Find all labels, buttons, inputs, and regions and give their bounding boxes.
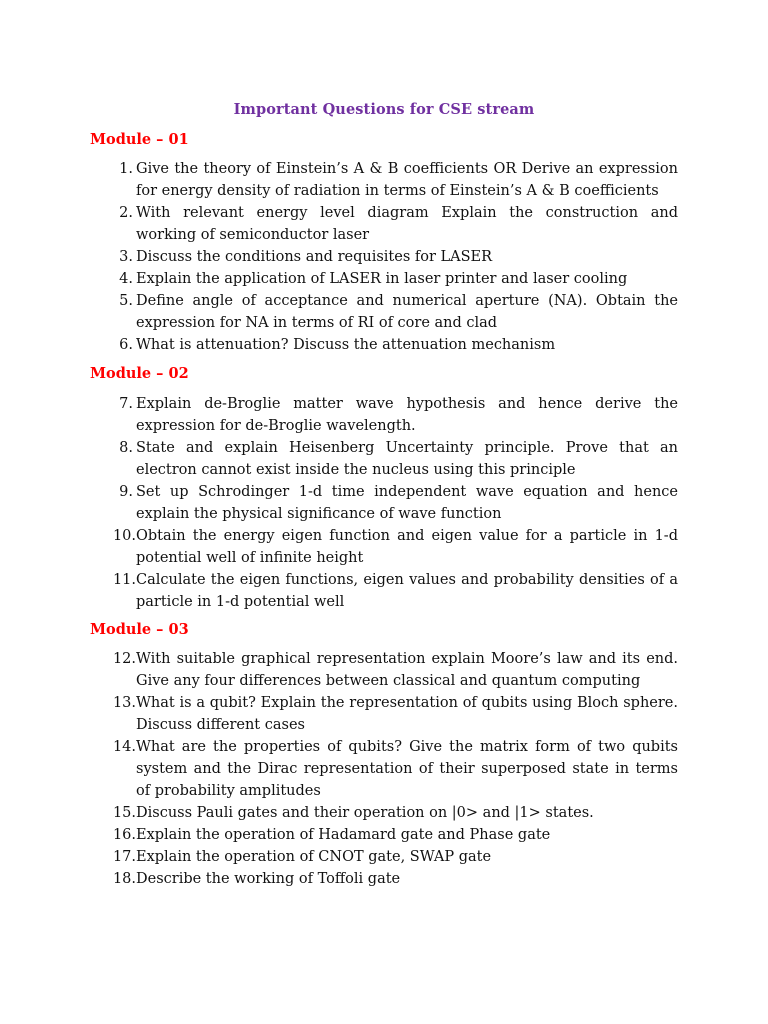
module-heading-03: Module – 03 (90, 621, 189, 638)
question-text: Discuss Pauli gates and their operation on |0> and |1> states. (136, 805, 594, 821)
question-list-module-03 (0, 648, 768, 890)
question-number: 7. (119, 396, 133, 412)
question-text: Explain the application of LASER in laser printer and laser cooling (136, 271, 628, 287)
question-number: 6. (119, 337, 133, 353)
question-text: Calculate the eigen functions, eigen values and probability densities of a particle in 1-d potential well (136, 572, 678, 610)
question-text: With relevant energy level diagram Explain the construction and working of semiconductor laser (136, 205, 678, 243)
question-item (0, 648, 768, 692)
question-item (0, 824, 768, 846)
question-number: 8. (119, 440, 133, 456)
question-number: 13. (112, 695, 136, 711)
question-number: 1. (119, 161, 133, 177)
question-text: Explain the operation of Hadamard gate and Phase gate (136, 827, 551, 843)
module-heading-01: Module – 01 (90, 131, 189, 148)
question-number: 14. (112, 739, 136, 755)
question-text: Explain the operation of CNOT gate, SWAP gate (136, 849, 492, 865)
question-item (0, 158, 768, 202)
question-text: State and explain Heisenberg Uncertainty principle. Prove that an electron cannot exist inside the nucleus using this principle (136, 440, 678, 478)
question-number: 5. (119, 293, 133, 309)
question-text: Describe the working of Toffoli gate (136, 871, 401, 887)
question-number: 4. (119, 271, 133, 287)
question-number: 17. (112, 849, 136, 865)
question-item (0, 868, 768, 890)
question-number: 3. (119, 249, 133, 265)
question-number: 15. (112, 805, 136, 821)
question-item (0, 525, 768, 569)
question-number: 18. (112, 871, 136, 887)
module-heading-02: Module – 02 (90, 365, 189, 382)
question-item (0, 692, 768, 736)
question-text: Discuss the conditions and requisites for LASER (136, 249, 493, 265)
question-item (0, 481, 768, 525)
question-item (0, 437, 768, 481)
question-list-module-01 (0, 158, 768, 356)
question-text: What are the properties of qubits? Give the matrix form of two qubits system and the Dirac representation of their superposed state in terms of probability amplitudes (136, 739, 678, 799)
question-number: 9. (119, 484, 133, 500)
question-number: 10. (112, 528, 136, 544)
question-text: Explain de-Broglie matter wave hypothesis and hence derive the expression for de-Broglie wavelength. (136, 396, 678, 434)
question-list-module-02 (0, 393, 768, 613)
question-item (0, 202, 768, 246)
question-item (0, 246, 768, 268)
question-text: Set up Schrodinger 1-d time independent wave equation and hence explain the physical significance of wave function (136, 484, 678, 522)
question-item (0, 334, 768, 356)
question-number: 11. (112, 572, 136, 588)
question-item (0, 736, 768, 802)
question-item (0, 290, 768, 334)
question-text: What is attenuation? Discuss the attenuation mechanism (136, 337, 556, 353)
question-item (0, 268, 768, 290)
question-item (0, 802, 768, 824)
question-number: 12. (112, 651, 136, 667)
question-text: Define angle of acceptance and numerical aperture (NA). Obtain the expression for NA in terms of RI of core and clad (136, 293, 678, 331)
question-item (0, 393, 768, 437)
question-text: With suitable graphical representation explain Moore’s law and its end. Give any four differences between classical and quantum computing (136, 651, 678, 689)
question-number: 16. (112, 827, 136, 843)
question-text: Obtain the energy eigen function and eigen value for a particle in 1-d potential well of infinite height (136, 528, 678, 566)
question-item (0, 569, 768, 613)
question-number: 2. (119, 205, 133, 221)
question-item (0, 846, 768, 868)
document-title: Important Questions for CSE stream (233, 101, 535, 118)
question-text: What is a qubit? Explain the representation of qubits using Bloch sphere. Discuss different cases (136, 695, 678, 733)
question-text: Give the theory of Einstein’s A & B coefficients OR Derive an expression for energy density of radiation in terms of Einstein’s A & B coefficients (136, 161, 678, 199)
